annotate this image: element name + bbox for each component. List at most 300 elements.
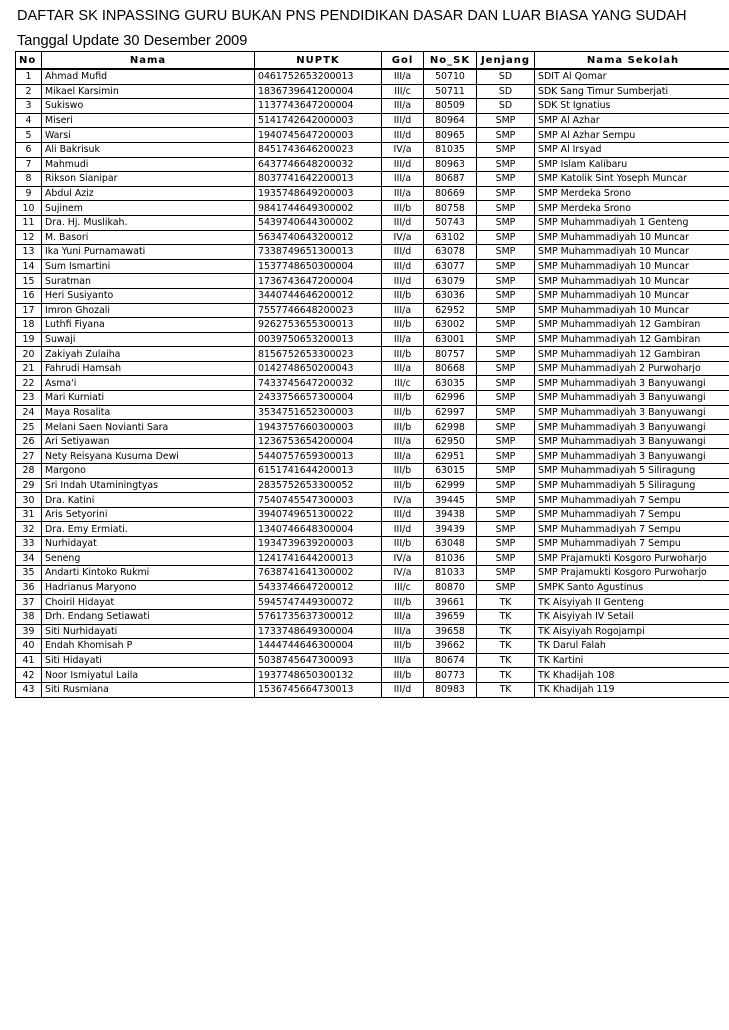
cell-nama-sekolah: TK Kartini xyxy=(535,653,729,668)
cell-jenjang: SMP xyxy=(477,113,535,128)
cell-nama: Asma'i xyxy=(42,376,255,391)
cell-no: 42 xyxy=(16,668,42,683)
cell-jenjang: SMP xyxy=(477,274,535,289)
table-row xyxy=(16,347,729,362)
cell-nuptk: 2835752653300052 xyxy=(255,478,382,493)
cell-nama: Luthfi Fiyana xyxy=(42,318,255,333)
cell-gol: III/a xyxy=(382,303,424,318)
cell-nama-sekolah: SMP Prajamukti Kosgoro Purwoharjo xyxy=(535,551,729,566)
cell-no-sk: 39662 xyxy=(424,639,477,654)
cell-nuptk: 9262753655300013 xyxy=(255,318,382,333)
cell-jenjang: SMP xyxy=(477,128,535,143)
cell-no: 43 xyxy=(16,682,42,697)
cell-nama-sekolah: SDIT Al Qomar xyxy=(535,69,729,84)
header-nuptk: NUPTK xyxy=(255,52,382,70)
cell-nama-sekolah: TK Aisyiyah II Genteng xyxy=(535,595,729,610)
cell-jenjang: SMP xyxy=(477,537,535,552)
cell-nuptk: 0142748650200043 xyxy=(255,361,382,376)
cell-nama-sekolah: SMP Muhammadiyah 3 Banyuwangi xyxy=(535,405,729,420)
table-row xyxy=(16,172,729,187)
cell-no: 18 xyxy=(16,318,42,333)
cell-no: 31 xyxy=(16,507,42,522)
table-row xyxy=(16,405,729,420)
cell-jenjang: SD xyxy=(477,99,535,114)
cell-nama: Miseri xyxy=(42,113,255,128)
cell-no: 13 xyxy=(16,245,42,260)
table-row xyxy=(16,464,729,479)
cell-nama: Melani Saen Novianti Sara xyxy=(42,420,255,435)
header-nama-sekolah: Nama Sekolah xyxy=(535,52,729,70)
cell-jenjang: SMP xyxy=(477,157,535,172)
cell-no: 14 xyxy=(16,259,42,274)
cell-nama-sekolah: SMPK Santo Agustinus xyxy=(535,580,729,595)
cell-gol: III/b xyxy=(382,391,424,406)
cell-gol: III/b xyxy=(382,318,424,333)
cell-gol: III/c xyxy=(382,376,424,391)
header-no: No xyxy=(16,52,42,70)
cell-gol: IV/a xyxy=(382,493,424,508)
cell-no-sk: 62998 xyxy=(424,420,477,435)
cell-no-sk: 81033 xyxy=(424,566,477,581)
cell-nama: Dra. Katini xyxy=(42,493,255,508)
cell-jenjang: SMP xyxy=(477,347,535,362)
cell-no-sk: 80674 xyxy=(424,653,477,668)
cell-nuptk: 2433756657300004 xyxy=(255,391,382,406)
table-row xyxy=(16,332,729,347)
cell-nama-sekolah: SMP Al Irsyad xyxy=(535,142,729,157)
cell-nama-sekolah: TK Aisyiyah IV Setail xyxy=(535,609,729,624)
cell-nuptk: 6151741644200013 xyxy=(255,464,382,479)
cell-nuptk: 5634740643200012 xyxy=(255,230,382,245)
cell-gol: III/b xyxy=(382,405,424,420)
cell-no-sk: 80870 xyxy=(424,580,477,595)
cell-gol: III/b xyxy=(382,464,424,479)
cell-no: 21 xyxy=(16,361,42,376)
cell-nama-sekolah: SMP Muhammadiyah 10 Muncar xyxy=(535,288,729,303)
cell-no: 33 xyxy=(16,537,42,552)
table-row xyxy=(16,201,729,216)
cell-jenjang: TK xyxy=(477,668,535,683)
cell-nama: Maya Rosalita xyxy=(42,405,255,420)
cell-nama-sekolah: SMP Muhammadiyah 3 Banyuwangi xyxy=(535,391,729,406)
cell-jenjang: SD xyxy=(477,84,535,99)
table-row xyxy=(16,288,729,303)
table-row xyxy=(16,522,729,537)
cell-nama: Sri Indah Utaminingtyas xyxy=(42,478,255,493)
cell-no: 1 xyxy=(16,69,42,84)
cell-gol: IV/a xyxy=(382,230,424,245)
cell-jenjang: SMP xyxy=(477,522,535,537)
cell-no-sk: 63102 xyxy=(424,230,477,245)
cell-jenjang: SMP xyxy=(477,566,535,581)
table-row xyxy=(16,668,729,683)
cell-gol: III/a xyxy=(382,449,424,464)
cell-no-sk: 80668 xyxy=(424,361,477,376)
table-row xyxy=(16,99,729,114)
table-row xyxy=(16,507,729,522)
cell-nama: Dra. Emy Ermiati. xyxy=(42,522,255,537)
header-nama: Nama xyxy=(42,52,255,70)
cell-no-sk: 80509 xyxy=(424,99,477,114)
table-row xyxy=(16,274,729,289)
cell-gol: III/a xyxy=(382,332,424,347)
cell-no: 8 xyxy=(16,172,42,187)
table-row xyxy=(16,259,729,274)
cell-nama-sekolah: SMP Muhammadiyah 3 Banyuwangi xyxy=(535,449,729,464)
cell-no: 22 xyxy=(16,376,42,391)
table-row xyxy=(16,391,729,406)
cell-no: 34 xyxy=(16,551,42,566)
cell-nama: Endah Khomisah P xyxy=(42,639,255,654)
cell-jenjang: SMP xyxy=(477,376,535,391)
cell-no: 9 xyxy=(16,186,42,201)
cell-nama-sekolah: SMP Katolik Sint Yoseph Muncar xyxy=(535,172,729,187)
cell-no-sk: 62952 xyxy=(424,303,477,318)
cell-no: 30 xyxy=(16,493,42,508)
cell-nama-sekolah: SMP Muhammadiyah 7 Sempu xyxy=(535,493,729,508)
cell-no-sk: 63078 xyxy=(424,245,477,260)
cell-nuptk: 3534751652300003 xyxy=(255,405,382,420)
cell-gol: IV/a xyxy=(382,142,424,157)
table-row xyxy=(16,303,729,318)
cell-nama-sekolah: SMP Muhammadiyah 1 Genteng xyxy=(535,215,729,230)
cell-nuptk: 7338749651300013 xyxy=(255,245,382,260)
cell-no-sk: 80963 xyxy=(424,157,477,172)
cell-nuptk: 7433745647200032 xyxy=(255,376,382,391)
cell-nuptk: 1937748650300132 xyxy=(255,668,382,683)
table-row xyxy=(16,566,729,581)
cell-nama-sekolah: TK Khadijah 108 xyxy=(535,668,729,683)
cell-nuptk: 6437746648200032 xyxy=(255,157,382,172)
cell-nama-sekolah: SMP Al Azhar xyxy=(535,113,729,128)
cell-nama: Suratman xyxy=(42,274,255,289)
table-row xyxy=(16,551,729,566)
cell-jenjang: SMP xyxy=(477,201,535,216)
cell-nama: Imron Ghozali xyxy=(42,303,255,318)
cell-no-sk: 80773 xyxy=(424,668,477,683)
cell-no-sk: 50711 xyxy=(424,84,477,99)
cell-nuptk: 5761735637300012 xyxy=(255,609,382,624)
cell-nama-sekolah: SMP Merdeka Srono xyxy=(535,186,729,201)
cell-nama-sekolah: SDK St Ignatius xyxy=(535,99,729,114)
cell-gol: III/b xyxy=(382,668,424,683)
cell-no-sk: 81035 xyxy=(424,142,477,157)
cell-gol: III/a xyxy=(382,99,424,114)
cell-no-sk: 62997 xyxy=(424,405,477,420)
cell-jenjang: SMP xyxy=(477,303,535,318)
cell-nama-sekolah: SMP Muhammadiyah 7 Sempu xyxy=(535,522,729,537)
cell-nuptk: 1340746648300004 xyxy=(255,522,382,537)
cell-no-sk: 39439 xyxy=(424,522,477,537)
cell-gol: III/d xyxy=(382,157,424,172)
cell-nama: Aris Setyorini xyxy=(42,507,255,522)
cell-nama: Andarti Kintoko Rukmi xyxy=(42,566,255,581)
table-row xyxy=(16,84,729,99)
cell-nuptk: 7540745547300003 xyxy=(255,493,382,508)
cell-nama-sekolah: SMP Muhammadiyah 3 Banyuwangi xyxy=(535,420,729,435)
table-row xyxy=(16,639,729,654)
cell-no: 37 xyxy=(16,595,42,610)
cell-jenjang: SMP xyxy=(477,405,535,420)
inpassing-table xyxy=(15,51,729,698)
cell-gol: III/b xyxy=(382,420,424,435)
cell-jenjang: TK xyxy=(477,682,535,697)
cell-nuptk: 8451743646200023 xyxy=(255,142,382,157)
cell-no-sk: 62951 xyxy=(424,449,477,464)
cell-nama-sekolah: SMP Muhammadiyah 10 Muncar xyxy=(535,245,729,260)
cell-jenjang: SMP xyxy=(477,361,535,376)
cell-gol: III/a xyxy=(382,186,424,201)
cell-gol: III/d xyxy=(382,113,424,128)
cell-nama: Warsi xyxy=(42,128,255,143)
cell-gol: III/b xyxy=(382,639,424,654)
cell-no-sk: 80965 xyxy=(424,128,477,143)
cell-nama-sekolah: SMP Muhammadiyah 10 Muncar xyxy=(535,274,729,289)
cell-no-sk: 62950 xyxy=(424,434,477,449)
cell-nama: Siti Hidayati xyxy=(42,653,255,668)
cell-gol: III/a xyxy=(382,653,424,668)
cell-no: 20 xyxy=(16,347,42,362)
cell-nuptk: 8037741642200013 xyxy=(255,172,382,187)
cell-gol: III/d xyxy=(382,259,424,274)
cell-nama: Heri Susiyanto xyxy=(42,288,255,303)
cell-nuptk: 1537748650300004 xyxy=(255,259,382,274)
cell-nuptk: 1934739639200003 xyxy=(255,537,382,552)
cell-nuptk: 1736743647200004 xyxy=(255,274,382,289)
cell-jenjang: TK xyxy=(477,653,535,668)
cell-nuptk: 3940749651300022 xyxy=(255,507,382,522)
cell-nama: Suwaji xyxy=(42,332,255,347)
cell-jenjang: SMP xyxy=(477,478,535,493)
header-row xyxy=(16,52,729,70)
cell-nuptk: 5141742642000003 xyxy=(255,113,382,128)
cell-gol: III/a xyxy=(382,69,424,84)
table-row xyxy=(16,69,729,84)
cell-jenjang: SMP xyxy=(477,551,535,566)
cell-nama-sekolah: SMP Muhammadiyah 5 Siliragung xyxy=(535,464,729,479)
cell-nama: Margono xyxy=(42,464,255,479)
cell-nama: Seneng xyxy=(42,551,255,566)
cell-no-sk: 63036 xyxy=(424,288,477,303)
table-row xyxy=(16,537,729,552)
table-row xyxy=(16,449,729,464)
table-row xyxy=(16,186,729,201)
header-no-sk: No_SK xyxy=(424,52,477,70)
page-title: DAFTAR SK INPASSING GURU BUKAN PNS PENDIDIKAN DASAR DAN LUAR BIASA YANG SUDAH xyxy=(17,8,687,24)
table-row xyxy=(16,580,729,595)
cell-nama-sekolah: SMP Muhammadiyah 12 Gambiran xyxy=(535,347,729,362)
cell-nuptk: 5440757659300013 xyxy=(255,449,382,464)
cell-nama-sekolah: SMP Muhammadiyah 12 Gambiran xyxy=(535,318,729,333)
cell-jenjang: SMP xyxy=(477,318,535,333)
cell-jenjang: SMP xyxy=(477,507,535,522)
cell-nama-sekolah: SMP Muhammadiyah 2 Purwoharjo xyxy=(535,361,729,376)
cell-nama-sekolah: TK Aisyiyah Rogojampi xyxy=(535,624,729,639)
cell-nuptk: 1940745647200003 xyxy=(255,128,382,143)
cell-nama-sekolah: SMP Muhammadiyah 3 Banyuwangi xyxy=(535,376,729,391)
cell-no: 36 xyxy=(16,580,42,595)
cell-no: 25 xyxy=(16,420,42,435)
table-body xyxy=(16,69,729,697)
cell-nama: Nurhidayat xyxy=(42,537,255,552)
cell-jenjang: SMP xyxy=(477,142,535,157)
cell-no: 29 xyxy=(16,478,42,493)
cell-no-sk: 63079 xyxy=(424,274,477,289)
cell-no-sk: 63035 xyxy=(424,376,477,391)
cell-gol: III/d xyxy=(382,522,424,537)
cell-no: 23 xyxy=(16,391,42,406)
cell-nama: Rikson Sianipar xyxy=(42,172,255,187)
cell-nama-sekolah: SMP Muhammadiyah 10 Muncar xyxy=(535,230,729,245)
cell-no: 41 xyxy=(16,653,42,668)
cell-nuptk: 7557746648200023 xyxy=(255,303,382,318)
cell-nama: Hadrianus Maryono xyxy=(42,580,255,595)
table-header xyxy=(16,52,729,70)
cell-gol: III/b xyxy=(382,288,424,303)
table-row xyxy=(16,230,729,245)
cell-gol: III/a xyxy=(382,434,424,449)
cell-gol: III/a xyxy=(382,609,424,624)
table-row xyxy=(16,318,729,333)
cell-nuptk: 8156752653300023 xyxy=(255,347,382,362)
cell-no-sk: 62996 xyxy=(424,391,477,406)
cell-nama: Mari Kurniati xyxy=(42,391,255,406)
cell-gol: III/d xyxy=(382,128,424,143)
cell-gol: III/b xyxy=(382,478,424,493)
cell-nama: Ali Bakrisuk xyxy=(42,142,255,157)
table-row xyxy=(16,128,729,143)
cell-jenjang: SMP xyxy=(477,245,535,260)
table-row xyxy=(16,245,729,260)
cell-gol: III/c xyxy=(382,580,424,595)
cell-nuptk: 9841744649300002 xyxy=(255,201,382,216)
cell-no: 11 xyxy=(16,215,42,230)
cell-nuptk: 1137743647200004 xyxy=(255,99,382,114)
cell-nama: Sukiswo xyxy=(42,99,255,114)
table-row xyxy=(16,493,729,508)
cell-jenjang: SMP xyxy=(477,259,535,274)
cell-nuptk: 5038745647300093 xyxy=(255,653,382,668)
cell-nuptk: 1733748649300004 xyxy=(255,624,382,639)
cell-no-sk: 39438 xyxy=(424,507,477,522)
cell-gol: III/a xyxy=(382,172,424,187)
cell-gol: III/a xyxy=(382,624,424,639)
cell-gol: III/d xyxy=(382,215,424,230)
cell-jenjang: TK xyxy=(477,609,535,624)
cell-gol: III/d xyxy=(382,245,424,260)
table-row xyxy=(16,682,729,697)
cell-nama: Noor Ismiyatul Laila xyxy=(42,668,255,683)
cell-jenjang: SMP xyxy=(477,420,535,435)
cell-nama: Ari Setiyawan xyxy=(42,434,255,449)
cell-no-sk: 62999 xyxy=(424,478,477,493)
cell-no: 40 xyxy=(16,639,42,654)
table-row xyxy=(16,113,729,128)
cell-nuptk: 1943757660300003 xyxy=(255,420,382,435)
cell-nama: Sujinem xyxy=(42,201,255,216)
cell-jenjang: SMP xyxy=(477,434,535,449)
cell-no: 5 xyxy=(16,128,42,143)
cell-gol: III/d xyxy=(382,682,424,697)
cell-nama-sekolah: SMP Islam Kalibaru xyxy=(535,157,729,172)
cell-gol: III/a xyxy=(382,361,424,376)
cell-nama-sekolah: SMP Muhammadiyah 3 Banyuwangi xyxy=(535,434,729,449)
cell-gol: III/d xyxy=(382,274,424,289)
header-jenjang: Jenjang xyxy=(477,52,535,70)
cell-no-sk: 50743 xyxy=(424,215,477,230)
cell-nuptk: 1536745664730013 xyxy=(255,682,382,697)
cell-nama: Drh. Endang Setiawati xyxy=(42,609,255,624)
cell-jenjang: SMP xyxy=(477,580,535,595)
table-row xyxy=(16,420,729,435)
table-row xyxy=(16,478,729,493)
cell-no: 10 xyxy=(16,201,42,216)
cell-nama-sekolah: SMP Muhammadiyah 12 Gambiran xyxy=(535,332,729,347)
cell-nama-sekolah: SMP Muhammadiyah 7 Sempu xyxy=(535,537,729,552)
cell-nama: Mahmudi xyxy=(42,157,255,172)
cell-nuptk: 1241741644200013 xyxy=(255,551,382,566)
cell-gol: III/b xyxy=(382,595,424,610)
table-row xyxy=(16,215,729,230)
cell-nama-sekolah: SDK Sang Timur Sumberjati xyxy=(535,84,729,99)
cell-nama: Zakiyah Zulaiha xyxy=(42,347,255,362)
cell-nama: M. Basori xyxy=(42,230,255,245)
cell-nuptk: 1935748649200003 xyxy=(255,186,382,201)
cell-nama-sekolah: TK Khadijah 119 xyxy=(535,682,729,697)
cell-no: 19 xyxy=(16,332,42,347)
cell-jenjang: TK xyxy=(477,624,535,639)
cell-nuptk: 0461752653200013 xyxy=(255,69,382,84)
cell-nuptk: 1444744646300004 xyxy=(255,639,382,654)
cell-no-sk: 80964 xyxy=(424,113,477,128)
cell-jenjang: TK xyxy=(477,595,535,610)
cell-nama-sekolah: SMP Muhammadiyah 10 Muncar xyxy=(535,259,729,274)
cell-no: 16 xyxy=(16,288,42,303)
cell-nama: Dra. Hj. Muslikah. xyxy=(42,215,255,230)
cell-nama: Siti Nurhidayati xyxy=(42,624,255,639)
cell-no: 6 xyxy=(16,142,42,157)
cell-nama: Choiril Hidayat xyxy=(42,595,255,610)
cell-no: 3 xyxy=(16,99,42,114)
cell-nama-sekolah: SMP Muhammadiyah 5 Siliragung xyxy=(535,478,729,493)
cell-no-sk: 63015 xyxy=(424,464,477,479)
cell-no: 4 xyxy=(16,113,42,128)
cell-no-sk: 80758 xyxy=(424,201,477,216)
cell-gol: IV/a xyxy=(382,566,424,581)
cell-jenjang: SMP xyxy=(477,464,535,479)
cell-nuptk: 3440744646200012 xyxy=(255,288,382,303)
cell-no-sk: 80669 xyxy=(424,186,477,201)
cell-gol: IV/a xyxy=(382,551,424,566)
cell-no: 32 xyxy=(16,522,42,537)
cell-nama-sekolah: SMP Al Azhar Sempu xyxy=(535,128,729,143)
cell-no-sk: 63077 xyxy=(424,259,477,274)
cell-nuptk: 1236753654200004 xyxy=(255,434,382,449)
cell-no: 7 xyxy=(16,157,42,172)
cell-jenjang: SMP xyxy=(477,391,535,406)
cell-nama: Fahrudi Hamsah xyxy=(42,361,255,376)
cell-no-sk: 39661 xyxy=(424,595,477,610)
cell-no: 24 xyxy=(16,405,42,420)
cell-jenjang: SD xyxy=(477,69,535,84)
cell-jenjang: TK xyxy=(477,639,535,654)
table-row xyxy=(16,653,729,668)
cell-no-sk: 81036 xyxy=(424,551,477,566)
cell-no-sk: 63048 xyxy=(424,537,477,552)
cell-jenjang: SMP xyxy=(477,493,535,508)
cell-nama: Ika Yuni Purnamawati xyxy=(42,245,255,260)
table-row xyxy=(16,595,729,610)
